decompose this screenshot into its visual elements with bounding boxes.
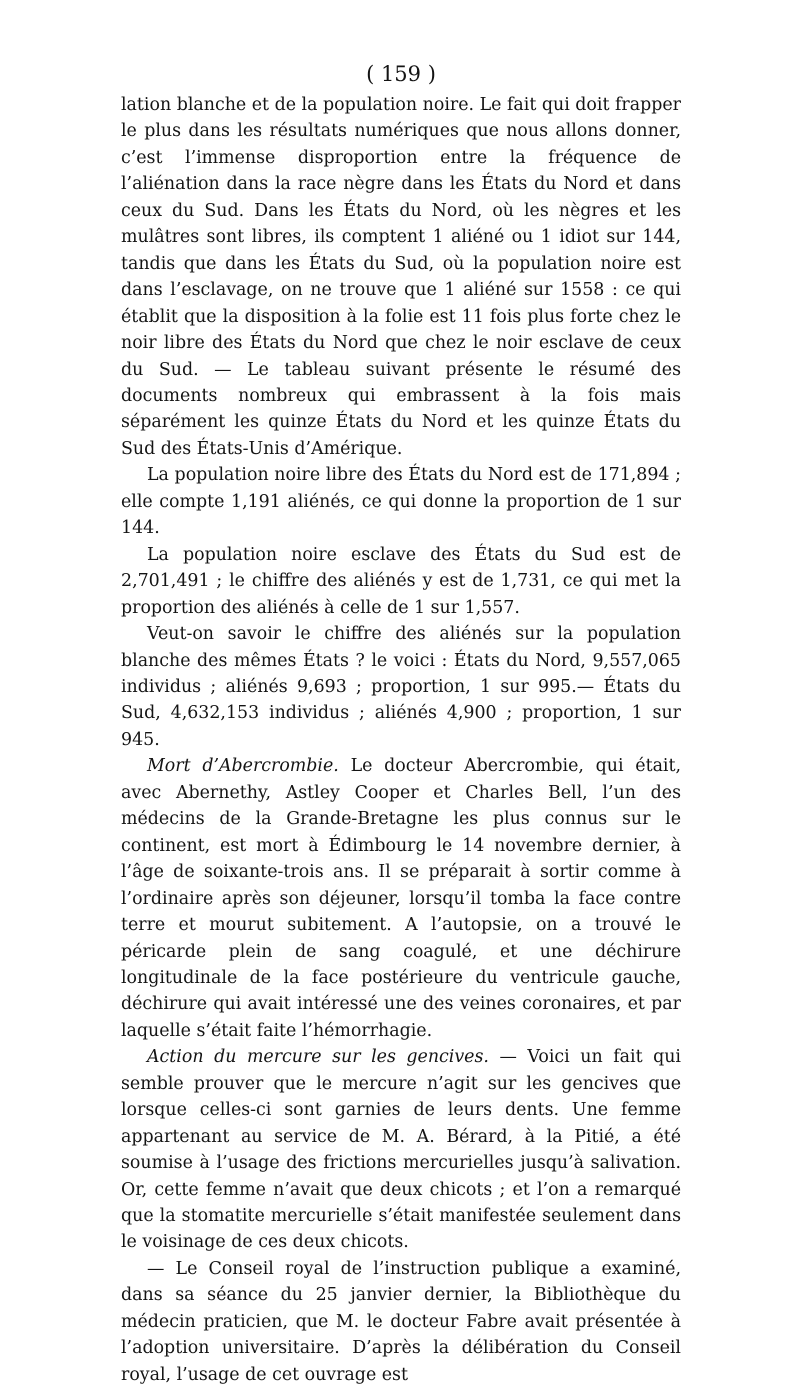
paragraph-text: La population noire esclave des États du Sud est de 2,701,491 ; le chiffre des aliénés y est de 1,731, ce qui met la proportion des aliénés à celle de 1 sur 1,557.	[121, 544, 681, 618]
paragraph-text: La population noire libre des États du Nord est de 171,894 ; elle compte 1,191 aliénés, ce qui donne la proportion de 1 sur 144.	[121, 465, 681, 539]
paragraph-2	[121, 462, 681, 541]
paragraph-text: — Voici un fait qui semble prouver que le mercure n’agit sur les gencives que lorsque celles-ci sont garnies de leurs dents. Une femme appartenant au service de M. A. Bérard, à la Pitié, a été soumise à l’usage des frictions mercurielles jusqu’à salivation. Or, cette femme n’avait que deux chicots ; et l’on a remarqué que la stomatite mercurielle s’était manifestée seulement dans le voisinage de ces deux chicots.	[121, 1047, 681, 1253]
paragraph-5	[121, 753, 681, 1044]
paragraph-6	[121, 1044, 681, 1256]
section-heading: Action du mercure sur les gencives.	[147, 1047, 489, 1068]
paragraph-7	[121, 1256, 681, 1388]
section-heading: Mort d’Abercrombie.	[147, 756, 339, 777]
paragraph-text: — Le Conseil royal de l’instruction publique a examiné, dans sa séance du 25 janvier dernier, la Bibliothèque du médecin praticien, que M. le docteur Fabre avait présentée à l’adoption universitaire. D’après la délibération du Conseil royal, l’usage de cet ouvrage est	[121, 1258, 681, 1385]
paragraph-3	[121, 542, 681, 621]
paragraph-text: Veut-on savoir le chiffre des aliénés sur la population blanche des mêmes États ? le voici : États du Nord, 9,557,065 individus ; aliénés 9,693 ; proportion, 1 sur 995.— États du Sud, 4,632,153 individus ; aliénés 4,900 ; proportion, 1 sur 945.	[121, 624, 681, 750]
book-page	[121, 58, 681, 1388]
paragraph-text: Le docteur Abercrombie, qui était, avec Abernethy, Astley Cooper et Charles Bell, l’un des médecins de la Grande-Bretagne les plus connus sur le continent, est mort à Édimbourg le 14 novembre dernier, à l’âge de soixante-trois ans. Il se préparait à sortir comme à l’ordinaire après son déjeuner, lorsqu’il tomba la face contre terre et mourut subitement. A l’autopsie, on a trouvé le péricarde plein de sang coagulé, et une déchirure longitudinale de la face postérieure du ventricule gauche, déchirure qui avait intéressé une des veines coronaires, et par laquelle s’était faite l’hémorrhagie.	[121, 756, 682, 1041]
paragraph-4	[121, 621, 681, 753]
page-number: ( 159 )	[366, 62, 436, 86]
paragraph-1	[121, 92, 681, 462]
paragraph-text: lation blanche et de la population noire. Le fait qui doit frapper le plus dans les résultats numériques que nous allons donner, c’est l’immense disproportion entre la fréquence de l’aliénation dans la race nègre dans les États du Nord et dans ceux du Sud. Dans les États du Nord, où les nègres et les mulâtres sont libres, ils comptent 1 aliéné ou 1 idiot sur 144, tandis que dans les États du Sud, où la population noire est dans l’esclavage, on ne trouve que 1 aliéné sur 1558 : ce qui établit que la disposition à la folie est 11 fois plus forte chez le noir libre des États du Nord que chez le noir esclave de ceux du Sud. — Le tableau suivant présente le résumé des documents nombreux qui embrassent à la fois mais séparément les quinze États du Nord et les quinze États du Sud des États-Unis d’Amérique.	[121, 95, 681, 459]
